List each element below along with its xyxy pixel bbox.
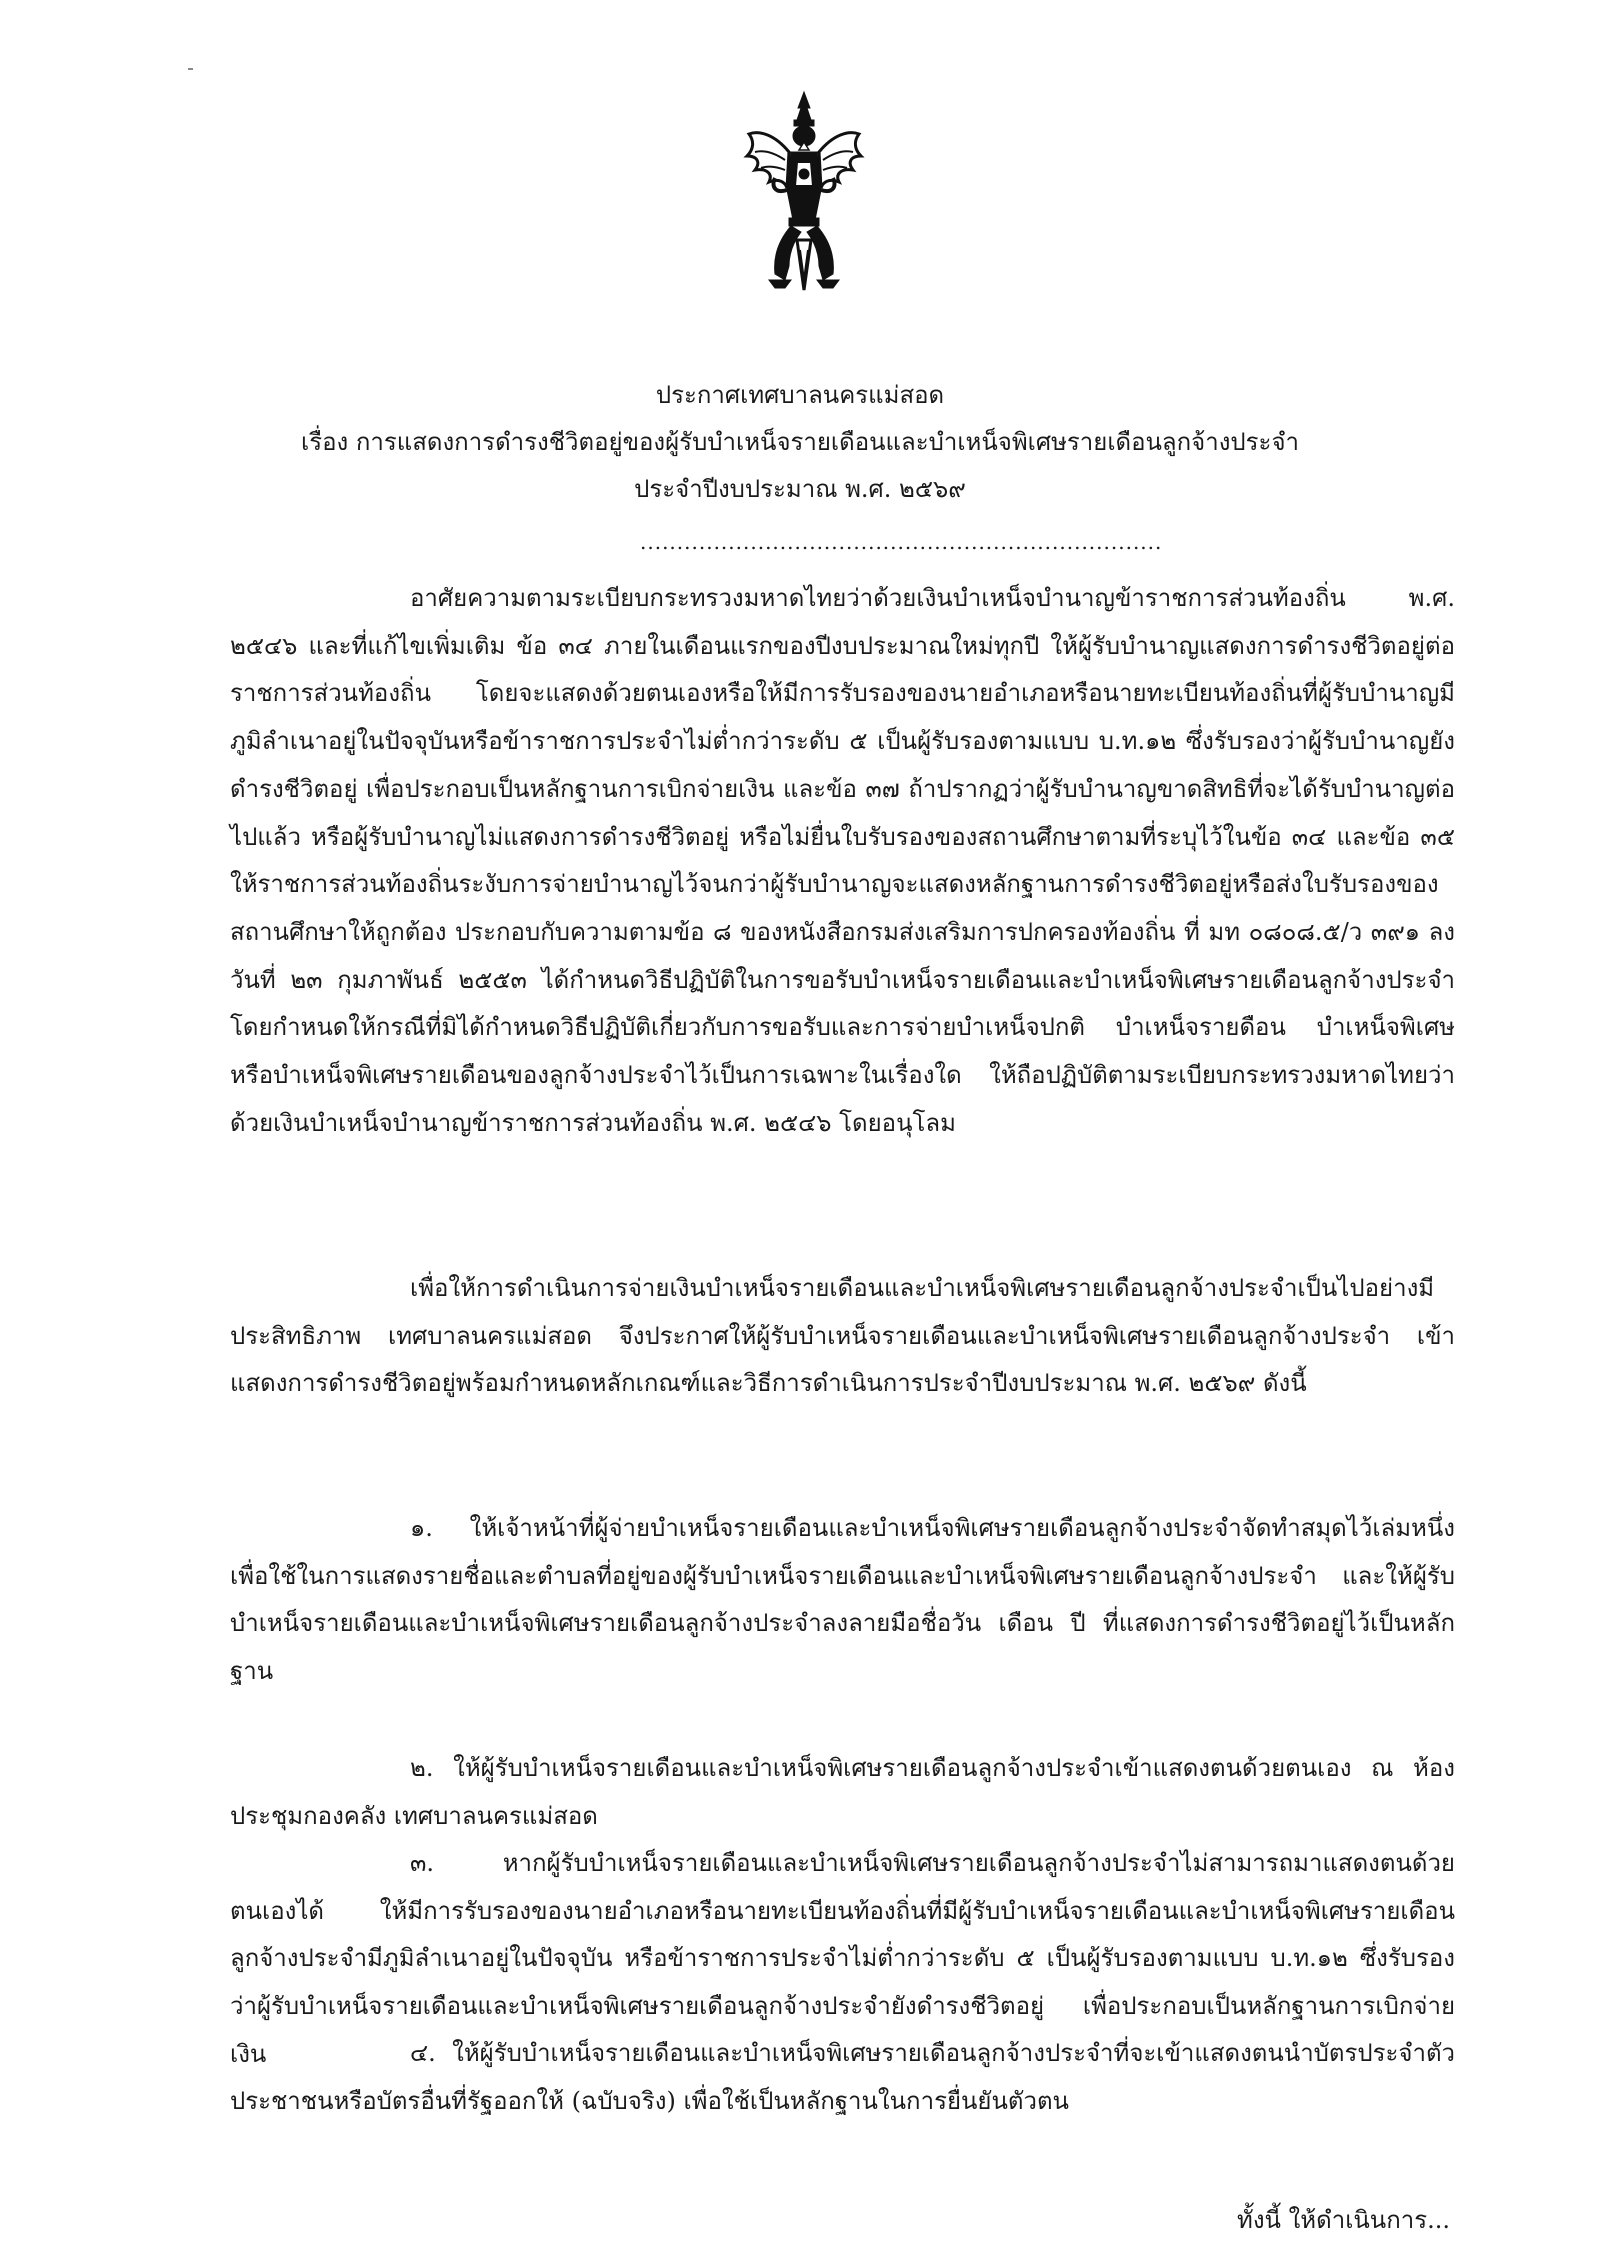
preamble-section <box>230 575 1455 1147</box>
list-item: ๓. หากผู้รับบำเหน็จรายเดือนและบำเหน็จพิเศษรายเดือนลูกจ้างประจำไม่สามารถมาแสดงตนด้วยตนเองได้ ให้มีการรับรองของนายอำเภอหรือนายทะเบียนท้องถิ่นที่มีผู้รับบำเหน็จรายเดือนและบำเหน็จพิเศษรายเดือนลูกจ้างประจำมีภูมิลำเนาอยู่ในปัจจุบัน หรือข้าราชการประจำไม่ต่ำกว่าระดับ ๕ เป็นผู้รับรองตามแบบ บ.ท.๑๒ ซึ่งรับรองว่าผู้รับบำเหน็จรายเดือนและบำเหน็จพิเศษรายเดือนลูกจ้างประจำยังดำรงชีวิตอยู่ เพื่อประกอบเป็นหลักฐานการเบิกจ่ายเงิน <box>230 1849 1455 2068</box>
item-2-section <box>230 1745 1455 1840</box>
item-4-section <box>230 2030 1455 2125</box>
continuation-note: ทั้งนี้ ให้ดำเนินการ... <box>1237 2206 1450 2234</box>
garuda-emblem-icon <box>745 90 863 300</box>
item-1-section <box>230 1505 1455 1696</box>
preamble-paragraph: อาศัยความตามระเบียบกระทรวงมหาดไทยว่าด้วยเงินบำเหน็จบำนาญข้าราชการส่วนท้องถิ่น พ.ศ. ๒๕๔๖ และที่แก้ไขเพิ่มเติม ข้อ ๓๔ ภายในเดือนแรกของปีงบประมาณใหม่ทุกปี ให้ผู้รับบำนาญแสดงการดำรงชีวิตอยู่ต่อราชการส่วนท้องถิ่น โดยจะแสดงด้วยตนเองหรือให้มีการรับรองของนายอำเภอหรือนายทะเบียนท้องถิ่นที่ผู้รับบำนาญมีภูมิลำเนาอยู่ในปัจจุบันหรือข้าราชการประจำไม่ต่ำกว่าระดับ ๕ เป็นผู้รับรองตามแบบ บ.ท.๑๒ ซึ่งรับรองว่าผู้รับบำนาญยังดำรงชีวิตอยู่ เพื่อประกอบเป็นหลักฐานการเบิกจ่ายเงิน และข้อ ๓๗ ถ้าปรากฏว่าผู้รับบำนาญขาดสิทธิที่จะได้รับบำนาญต่อไปแล้ว หรือผู้รับบำนาญไม่แสดงการดำรงชีวิตอยู่ หรือไม่ยื่นใบรับรองของสถานศึกษาตามที่ระบุไว้ในข้อ ๓๔ และข้อ ๓๕ ให้ราชการส่วนท้องถิ่นระงับการจ่ายบำนาญไว้จนกว่าผู้รับบำนาญจะแสดงหลักฐานการดำรงชีวิตอยู่หรือส่งใบรับรองของสถานศึกษาให้ถูกต้อง ประกอบกับความตามข้อ ๘ ของหนังสือกรมส่งเสริมการปกครองท้องถิ่น ที่ มท ๐๘๐๘.๕/ว ๓๙๑ ลงวันที่ ๒๓ กุมภาพันธ์ ๒๕๕๓ ได้กำหนดวิธีปฏิบัติในการขอรับบำเหน็จรายเดือนและบำเหน็จพิเศษรายเดือนลูกจ้างประจำ โดยกำหนดให้กรณีที่มิได้กำหนดวิธีปฏิบัติเกี่ยวกับการขอรับและการจ่ายบำเหน็จปกติ บำเหน็จรายดือน บำเหน็จพิเศษ หรือบำเหน็จพิเศษรายเดือนของลูกจ้างประจำไว้เป็นการเฉพาะในเรื่องใด ให้ถือปฏิบัติตามระเบียบกระทรวงมหาดไทยว่าด้วยเงินบำเหน็จบำนาญข้าราชการส่วนท้องถิ่น พ.ศ. ๒๕๔๖ โดยอนุโลม <box>230 584 1455 1137</box>
announcement-header <box>230 372 1370 513</box>
announcement-fiscal-year: ประจำปีงบประมาณ พ.ศ. ๒๕๖๙ <box>634 475 966 503</box>
announcement-subject: เรื่อง การแสดงการดำรงชีวิตอยู่ของผู้รับบำเหน็จรายเดือนและบำเหน็จพิเศษรายเดือนลูกจ้างประจำ <box>301 428 1299 456</box>
purpose-paragraph: เพื่อให้การดำเนินการจ่ายเงินบำเหน็จรายเดือนและบำเหน็จพิเศษรายเดือนลูกจ้างประจำเป็นไปอย่างมีประสิทธิภาพ เทศบาลนครแม่สอด จึงประกาศให้ผู้รับบำเหน็จรายเดือนและบำเหน็จพิเศษรายเดือนลูกจ้างประจำ เข้าแสดงการดำรงชีวิตอยู่พร้อมกำหนดหลักเกณฑ์และวิธีการดำเนินการประจำปีงบประมาณ พ.ศ. ๒๕๖๙ ดังนี้ <box>230 1274 1455 1398</box>
list-item: ๒. ให้ผู้รับบำเหน็จรายเดือนและบำเหน็จพิเศษรายเดือนลูกจ้างประจำเข้าแสดงตนด้วยตนเอง ณ ห้องประชุมกองคลัง เทศบาลนครแม่สอด <box>230 1754 1455 1830</box>
list-item: ๑. ให้เจ้าหน้าที่ผู้จ่ายบำเหน็จรายเดือนและบำเหน็จพิเศษรายเดือนลูกจ้างประจำจัดทำสมุดไว้เล่มหนึ่งเพื่อใช้ในการแสดงรายชื่อและตำบลที่อยู่ของผู้รับบำเหน็จรายเดือนและบำเหน็จพิเศษรายเดือนลูกจ้างประจำ และให้ผู้รับบำเหน็จรายเดือนและบำเหน็จพิเศษรายเดือนลูกจ้างประจำลงลายมือชื่อวัน เดือน ปี ที่แสดงการดำรงชีวิตอยู่ไว้เป็นหลักฐาน <box>230 1514 1455 1686</box>
header-divider: ....................................................................... <box>640 530 1163 554</box>
list-item: ๔. ให้ผู้รับบำเหน็จรายเดือนและบำเหน็จพิเศษรายเดือนลูกจ้างประจำที่จะเข้าแสดงตนนำบัตรประจำตัวประชาชนหรือบัตรอื่นที่รัฐออกให้ (ฉบับจริง) เพื่อใช้เป็นหลักฐานในการยื่นยันตัวตน <box>230 2039 1455 2115</box>
purpose-section <box>230 1265 1455 1408</box>
announcement-title: ประกาศเทศบาลนครแม่สอด <box>655 381 945 409</box>
scan-mark <box>188 68 193 70</box>
